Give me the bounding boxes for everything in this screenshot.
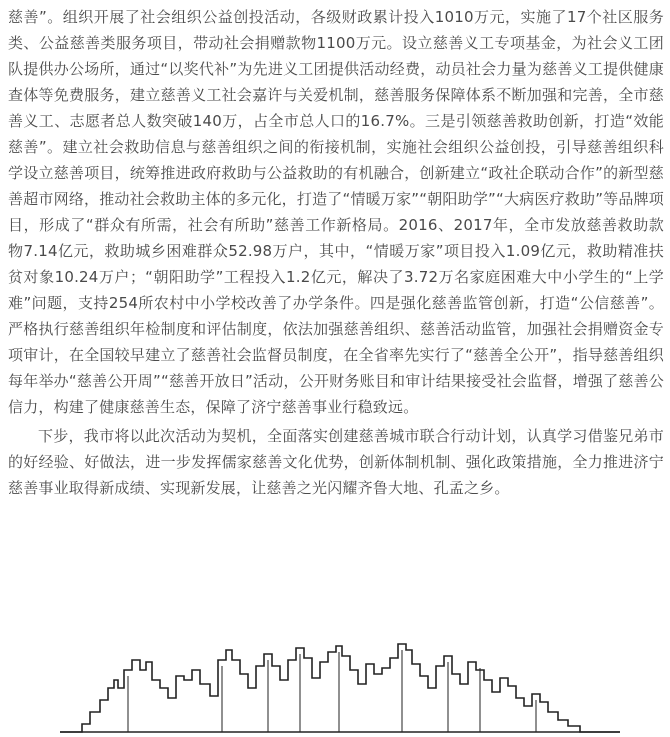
article-paragraph-1: 慈善”。组织开展了社会组织公益创投活动，各级财政累计投入1010万元，实施了17个社区服务类、公益慈善类服务项目，带动社会捐赠款物1100万元。设立慈善义工专项基金，为社会义工团队提供办公场所，通过“以奖代补”为先进义工团提供活动经费，动员社会力量为慈善义工提供健康查体等免费服务，建立慈善义工社会嘉许与关爱机制，慈善服务保障体系不断加强和完善，全市慈善义工、志愿者总人数突破140万，占全市总人口的16.7%。三是引领慈善救助创新，打造“效能慈善”。建立社会救助信息与慈善组织之间的衔接机制，实施社会组织公益创投，引导慈善组织科学设立慈善项目，统筹推进政府救助与公益救助的有机融合，创新建立“政社企联动合作”的新型慈善超市网络，推动社会救助主体的多元化，打造了“情暖万家”“朝阳助学”“大病医疗救助”等品牌项目，形成了“群众有所需，社会有所助”慈善工作新格局。2016、2017年，全市发放慈善救助款物7.14亿元，救助城乡困难群众52.98万户，其中，“情暖万家”项目投入1.09亿元，救助精准扶贫对象10.24万户；“朝阳助学”工程投入1.2亿元，解决了3.72万名家庭困难大中小学生的“上学难”问题，支持254所农村中小学校改善了办学条件。四是强化慈善监管创新，打造“公信慈善”。严格执行慈善组织年检制度和评估制度，依法加强慈善组织、慈善活动监管，加强社会捐赠资金专项审计，在全国较早建立了慈善社会监督员制度，在全省率先实行了“慈善全公开”，指导慈善组织每年举办“慈善公开周”“慈善开放日”活动，公开财务账目和审计结果接受社会监督，增强了慈善公信力，构建了健康慈善生态，保障了济宁慈善事业行稳致远。 <box>8 8 664 416</box>
article-body <box>8 4 664 501</box>
city-skyline-illustration <box>60 640 620 737</box>
article-paragraph-2: 下步，我市将以此次活动为契机，全面落实创建慈善城市联合行动计划，认真学习借鉴兄弟市的好经验、好做法，进一步发挥儒家慈善文化优势，创新体制机制、强化政策措施，全力推进济宁慈善事业取得新成绩、实现新发展，让慈善之光闪耀齐鲁大地、孔孟之乡。 <box>8 427 664 497</box>
